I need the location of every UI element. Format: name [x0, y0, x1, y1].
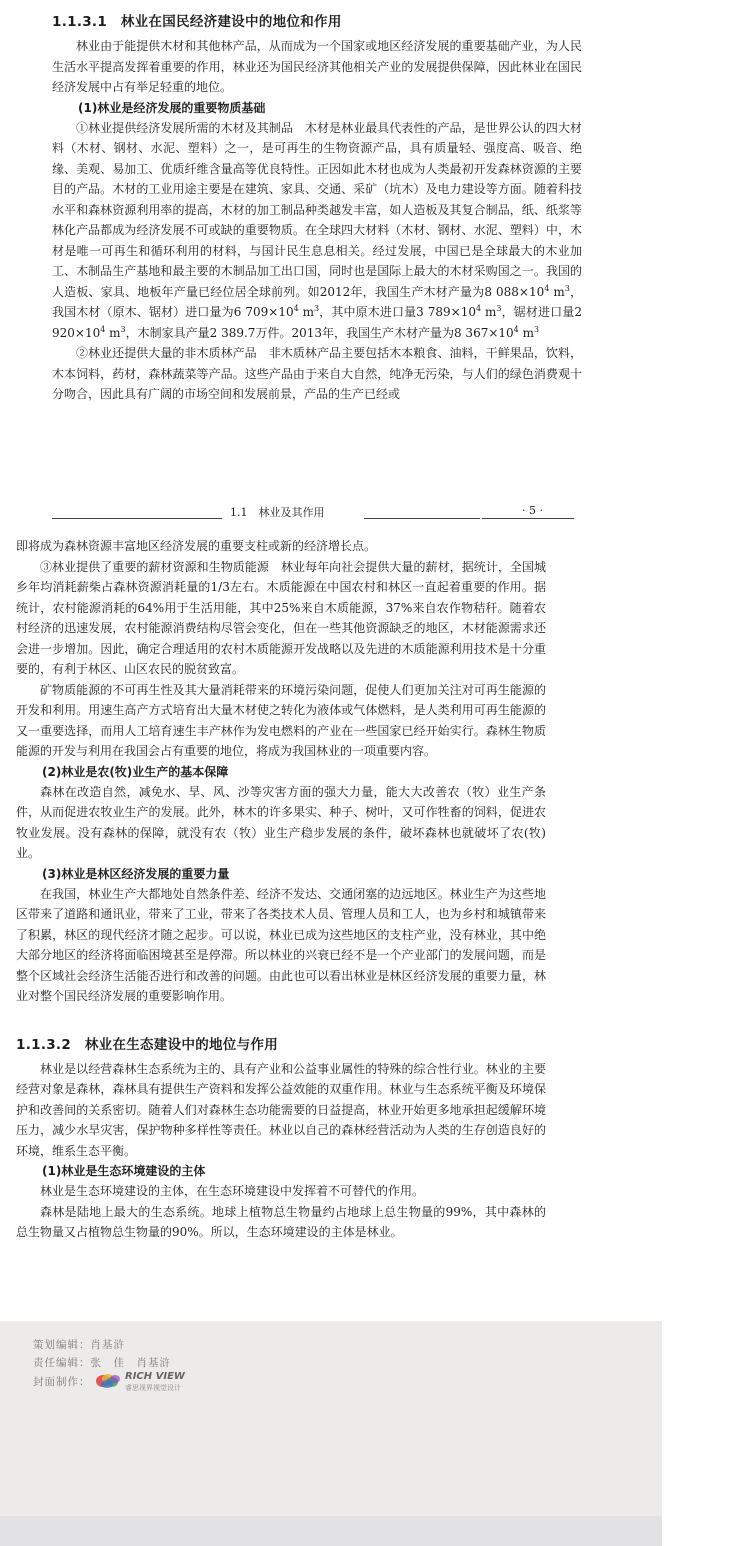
rule-mid [364, 518, 480, 519]
section-heading-1-1-3-2: 1.1.3.2 林业在生态建设中的地位与作用 [16, 1036, 279, 1053]
paragraph-agriculture: 森林在改造自然，减免水、旱、风、沙等灾害方面的强大力量，能大大改善农（牧）业生产条件，从而促进农牧业生产的发展。此外，林木的许多果实、种子、树叶，又可作牲畜的饲料，促进农牧业发展。没有森林的保障，就没有农（牧）业生产稳步发展的条件，破坏森林也就破坏了农(牧)业。 [16, 784, 546, 860]
rich-view-logo [95, 1370, 195, 1394]
paragraph-biomass-share: 森林是陆地上最大的生态系统。地球上植物总生物量约占地球上总生物量的99%，其中森林的总生物量又占植物总生物量的90%。所以，生态环境建设的主体是林业。 [16, 1204, 546, 1239]
subheading-forest-economy: (3)林业是林区经济发展的重要力量 [42, 866, 230, 881]
credit-planning: 策划编辑：肖基浒 [33, 1339, 125, 1351]
rule-left [52, 518, 222, 519]
paragraph-timber: ①林业提供经济发展所需的木材及其制品 木材是林业最具代表性的产品，是世界公认的四大材料（木材、钢材、水泥、塑料）之一，是可再生的生物资源产品，具有质量轻、强度高、吸音、绝缘、美观、易加工、优质纤维含量高等优良特性。正因如此木材也成为人类最初开发森林资源的主要目的产品。木材的工业用途主要是在建筑、家具、交通、采矿（坑木）及电力建设等方面。随着科技水平和森林资源利用率的提高，木材的加工制品种类越发丰富，如人造板及其复合制品，纸、纸浆等林化产品都成为经济发展不可或缺的重要物质。在全球四大材料（木材、钢材、水泥、塑料）中，木材是唯一可再生和循环利用的材料，与国计民生息息相关。经过发展，中国已是全球最大的木业加工、木制品生产基地和最主要的木制品加工出口国，同时也是国际上最大的木材采购国之一。我国的人造板、家具、地板年产量已经位居全球前列。如2012年，我国生产木材产量为8 $088\times 10^4$ $m^3$，我国木材（原木、锯材）进口量为6 $709\times 10^4$ $m^3$，其中原木进口量3 $789\times 10^4$ $m^3$，锯材进口量2 $920\times 10^4$ $m^3$，木制家具产量2 389.7万件。2013年，我国生产木材产量为8 $367\times 10^4$ $m^3$ [52, 120, 582, 340]
logo-subtitle: 睿思视界视觉设计 [125, 1384, 181, 1392]
rule-right [482, 518, 574, 519]
intro-paragraph: 林业由于能提供木材和其他林产品，从而成为一个国家或地区经济发展的重要基础产业，为人民生活水平提高发挥着重要的作用，林业还为国民经济其他相关产业的发展提供保障，因此林业在国民经济发展中占有举足轻重的地位。 [52, 39, 582, 94]
paragraph-continuation: 即将成为森林资源丰富地区经济发展的重要支柱或新的经济增长点。 [16, 539, 377, 553]
section-heading-1-1-3-1: 1.1.3.1 林业在国民经济建设中的地位和作用 [52, 14, 342, 30]
credits-panel [0, 1321, 662, 1546]
paragraph-forest-economy: 在我国，林业生产大都地处自然条件差、经济不发达、交通闭塞的边远地区。林业生产为这些地区带来了道路和通讯业，带来了工业，带来了各类技术人员、管理人员和工人，也为乡村和城镇带来了积累，林区的现代经济才随之起步。可以说，林业已成为这些地区的支柱产业，没有林业，其中绝大部分地区的经济将面临困境甚至是停滞。所以林业的兴衰已经不是一个产业部门的发展问题，而是整个区域社会经济生活能否进行和改善的问题。由此也可以看出林业是林区经济发展的重要力量，林业对整个国民经济发展的重要影响作用。 [16, 886, 546, 1003]
logo-wordmark: RICH VIEW [125, 1371, 185, 1382]
running-head [52, 500, 582, 522]
credit-editor: 责任编辑：张 佳 肖基浒 [33, 1357, 171, 1369]
paragraph-renewable: 矿物质能源的不可再生性及其大量消耗带来的环境污染问题，促使人们更加关注对可再生能源的开发和利用。用速生高产方式培育出大量木材使之转化为液体或气体燃料，是人类利用可再生能源的又一重要选择，而用人工培育速生丰产林作为发电燃料的产业在一些国家已经开始实行。森林生物质能源的开发与利用在我国会占有重要的地位，将成为我国林业的一项重要内容。 [16, 682, 546, 758]
paragraph-non-wood-products: ②林业还提供大量的非木质林产品 非木质林产品主要包括木本粮食、油料，干鲜果品，饮料，木本饲料，药材，森林蔬菜等产品。这些产品由于来自大自然，纯净无污染，与人们的绿色消费观十分吻合，因此具有广阔的市场空间和发展前景，产品的生产已经或 [52, 346, 582, 401]
footer-band [0, 1516, 662, 1546]
subheading-material-basis: (1)林业是经济发展的重要物质基础 [78, 100, 266, 115]
logo-swirl-icon [95, 1371, 123, 1391]
timber-text: ①林业提供经济发展所需的木材及其制品 木材是林业最具代表性的产品，是世界公认的四大材料（木材、钢材、水泥、塑料）之一，是可再生的生物资源产品，具有质量轻、强度高、吸音、绝缘、美观、易加工、优质纤维含量高等优良特性。正因如此木材也成为人类最初开发森林资源的主要目的产品。木材的工业用途主要是在建筑、家具、交通、采矿（坑木）及电力建设等方面。随着科技水平和森林资源利用率的提高，木材的加工制品种类越发丰富，如人造板及其复合制品，纸、纸浆等林化产品都成为经济发展不可或缺的重要物质。在全球四大材料（木材、钢材、水泥、塑料）中，木材是唯一可再生和循环利用的材料，与国计民生息息相关。经过发展，中国已是全球最大的木业加工、木制品生产基地和最主要的木制品加工出口国，同时也是国际上最大的木材采购国之一。我国的人造板、家具、地板年产量已经位居全球前列。如2012年，我国生产木材产量为8 088×10 [52, 120, 582, 299]
paragraph-biomass: ③林业提供了重要的薪材资源和生物质能源 林业每年向社会提供大量的薪材，据统计，全国城乡年均消耗薪柴占森林资源消耗量的1/3左右。木质能源在中国农村和林区一直起着重要的作用。据统计，农村能源消耗的64%用于生活用能，其中25%来自木质能源，37%来自农作物秸秆。随着农村经济的迅速发展，农村能源消费结构尽管会变化，但在一些其他资源缺乏的地区，木材能源需求还会进一步增加。因此，确定合理适用的农村木质能源开发战略以及先进的木质能源利用技术是十分重要的，有利于林区、山区农民的脱贫致富。 [16, 559, 546, 676]
subheading-agriculture: (2)林业是农(牧)业生产的基本保障 [42, 764, 229, 779]
credit-cover: 封面制作： [33, 1376, 91, 1388]
subheading-eco-main: (1)林业是生态环境建设的主体 [42, 1164, 206, 1178]
page-number: · 5 · [522, 504, 543, 517]
running-head-title: 1.1 林业及其作用 [230, 506, 325, 519]
page-4-bottom [52, 10, 582, 405]
paragraph-ecology: 林业是以经营森林生态系统为主的、具有产业和公益事业属性的特殊的综合性行业。林业的主要经营对象是森林，森林具有提供生产资料和发挥公益效能的双重作用。林业与生态系统平衡及环境保护和改善间的关系密切。随着人们对森林生态功能需要的日益提高，林业开始更多地承担起缓解环境压力，减少水旱灾害，保护物种多样性等责任。林业以自己的森林经营活动为人类的生存创造良好的环境，维系生态平衡。 [16, 1061, 546, 1158]
page-5 [16, 536, 546, 1243]
paragraph-eco-main: 林业是生态环境建设的主体，在生态环境建设中发挥着不可替代的作用。 [40, 1184, 425, 1198]
